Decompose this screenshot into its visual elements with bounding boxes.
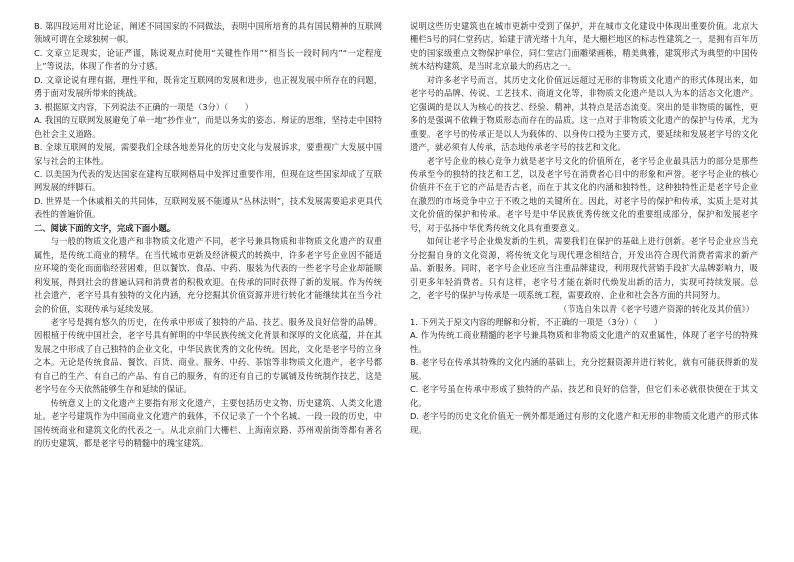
q2-option-d: D. 文章论说有理有据，理性平和，既肯定互联网的发展和进步，也正视发展中所存在的问题，勇于面对发展所带来的挑战。	[34, 74, 382, 99]
passage-paragraph-6: 如何让老字号企业焕发新的生机，需要我们在保护的基础上进行创新。老字号企业应当充分挖掘自身的文化资源，将传统文化与现代理念相结合，开发出符合现代消费者需求的新产品、新服务。同时，老字号企业还应当注重品牌建设，利用现代营销手段扩大品牌影响力，吸引更多年轻消费者。只有这样，老字号才能在新时代焕发出新的活力，实现可持续发展。总之，老字号的保护与传承是一项系统工程，需要政府、企业和社会各方面的共同努力。	[410, 236, 758, 301]
q2-option-c: C. 文章立足现实，论证严谨，陈说观点时使用“关键性作用”“相当长一段时间内”“一定程度上”等说法，体现了作者的分寸感。	[34, 47, 382, 72]
passage-paragraph-5: 老字号企业的核心竞争力就是老字号文化的价值所在，老字号企业最具活力的部分是那些传承至今的独特的技艺和工艺，以及老字号在消费者心目中的形象和声誉。老字号企业的核心价值并不在于它的产品是否古老，而在于其文化的内涵和独特性，这种独特性正是老字号企业在激烈的市场竞争中立于不败之地的关键所在。因此，对老字号的保护和传承，实质上是对其文化价值的保护和传承。老字号是中华民族优秀传统文化的重要组成部分，保护和发展老字号，对于弘扬中华优秀传统文化具有重要意义。	[410, 155, 758, 233]
q1-option-d: D. 老字号的历史文化价值无一例外都是通过有形的文化遗产和无形的非物质文化遗产的形式体现。	[410, 411, 758, 435]
q3-option-c: C. 以美国为代表的发达国家在建构互联网格局中发挥过重要作用，但现在这些国家却成了互联网发展的绊脚石。	[34, 168, 382, 193]
q1-option-b: B. 老字号在传承其特殊的文化内涵的基础上，充分挖掘资源并进行转化，就有可能获得新的发展。	[410, 357, 758, 381]
q1-stem: 1. 下列关于原文内容的理解和分析，不正确的一项是（3分）（ ）	[410, 316, 663, 327]
passage-paragraph-1: 与一般的物质文化遗产和非物质文化遗产不同，老字号兼具物质和非物质文化遗产的双重属性，是传统工商业的精华。在当代城市更新及经济模式的转换中，许多老字号企业因不能适应环境的变化而面临经营困难，但以餐饮、食品、中药、服装为代表的一些老字号企业却能顺利发展，得到社会的普遍认同和消费者的积极欢迎。在传承的同时获得了新的发展。作为传统社会遗产，老字号具有独特的文化内涵，充分挖掘其价值资源并进行转化才能继续其在当今社会的价值，实现传承与延续发展。	[34, 236, 382, 314]
right-column	[410, 20, 758, 437]
q3-option-d: D. 世界是一个休戚相关的共同体，互联网发展不能遵从“丛林法则”，技术发展需要追求更具代表性的普遍价值。	[34, 195, 382, 220]
q3-option-b: B. 全球互联网的发展，需要我们全球各地差异化的历史文化与发展诉求，要重视广大发展中国家与社会的主体性。	[34, 142, 382, 166]
left-column	[34, 20, 382, 451]
q2-option-b: B. 第四段运用对比论证，阐述不同国家的不同做法，表明中国所培育的具有国民精神的互联网领域可谓在全球独树一帜。	[34, 21, 382, 45]
passage-continuation: 说明这些历史建筑也在城市更新中受到了保护，并在城市文化建设中体现出重要价值。北京大栅栏5号的同仁堂药店，始建于清光绪十九年，是大栅栏地区的标志性建筑之一，是拥有百年历史的国家级重点文物保护单位，同仁堂店门面雕梁画栋，精美典雅，建筑形式为典型的中国传统木结构建筑，是当时北京最大的药店之一。	[410, 21, 758, 72]
q1-option-a: A. 作为传统工商业精髓的老字号兼具物质和非物质文化遗产的双重属性，体现了老字号的特殊性。	[410, 330, 758, 354]
section-heading: 二、阅读下面的文字，完成下面小题。	[34, 222, 176, 233]
q1-option-c: C. 老字号虽在传承中形成了独特的产品、技艺和良好的信誉，但它们未必就很快便在于其文化。	[410, 384, 758, 408]
q3-stem: 3. 根据原文内容，下列说法不正确的一项是（3分）（ ）	[34, 101, 254, 112]
passage-paragraph-2: 老字号是拥有悠久的历史，在传承中形成了独特的产品、技艺、服务及良好信誉的品牌。因根植于传统中国社会，老字号具有鲜明的中华民族传统文化背景和深厚的文化底蕴，并在其发展之中形成了自己独特的企业文化，中华民族优秀的文化传统。因此，文化是老字号的立身之本。无论是传统食品、餐饮、百货、商业、服务、中药、茶馆等非物质文化遗产，老字号都有自己的生产、有自己的产品、有自己的服务，有的还有自己的专属铺及传统制作技艺，这是老字号在今天依然能够生存和延续的保证。	[34, 316, 382, 395]
passage-paragraph-3: 传统意义上的文化遗产主要指有形文化遗产，主要包括历史文物、历史建筑、人类文化遗址。老字号建筑作为中国商业文化遗产的载体，不仅记录了一个个名城、一段一段的历史，中国传统商业和建筑文化的代表之一。从北京前门大栅栏、上海南京路、苏州观前街等都有著名的历史建筑，都是老字号的精髓中的瑰宝建筑。	[34, 397, 382, 449]
passage-paragraph-4: 对许多老字号而言，其历史文化价值远远超过无形的非物质文化遗产的形式体现出来，如老字号的品牌、传说、工艺技术、商道文化等，非物质文化遗产是以人为本的活态文化遗产。它强调的是以人为核心的技艺、经验、精神，其特点是活态流变。突出的是非物质的属性，更多的是强调不依赖于物质形态而存在的品质。这一点对于非物质文化遗产的保护与传承，尤为重要。老字号的传承正是以人为载体的、以身传口授为主要方式，要延续和发展老字号的文化遗产，就必须有人传承，活态地传承老字号的技艺和文化。	[410, 74, 758, 153]
passage-source: （节选自朱以青《老字号遗产资源的转化及其价值》）	[559, 303, 754, 314]
q3-option-a: A. 我国的互联网发展避免了单一地“抄作业”，而是以务实的姿态、辩证的思维，坚持走中国特色社会主义道路。	[34, 115, 382, 139]
